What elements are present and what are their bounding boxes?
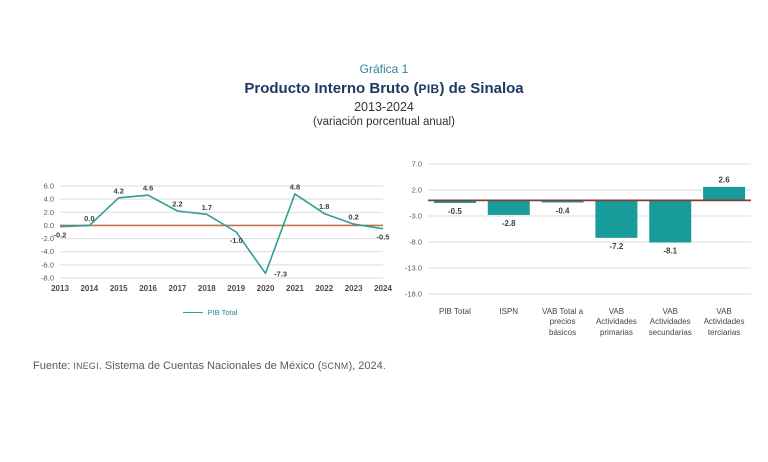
data-label: 1.8 bbox=[319, 202, 330, 212]
y-tick-label: -6.0 bbox=[41, 260, 54, 270]
y-tick-label: -3.0 bbox=[409, 211, 422, 221]
bar-data-label: -0.4 bbox=[555, 206, 570, 216]
data-label: -0.5 bbox=[376, 232, 390, 242]
y-tick-label: -13.0 bbox=[404, 263, 422, 273]
x-tick-label: 2013 bbox=[51, 284, 69, 293]
x-tick-label: 2023 bbox=[344, 284, 363, 293]
data-label: 4.8 bbox=[289, 182, 301, 192]
line-chart-canvas bbox=[30, 178, 390, 300]
category-label: ISPN bbox=[499, 307, 519, 316]
data-label: -1.0 bbox=[229, 236, 243, 245]
bar bbox=[649, 200, 691, 242]
bar-data-label: -8.1 bbox=[663, 246, 678, 256]
y-tick-label: -4.0 bbox=[41, 247, 54, 257]
data-label: 4.6 bbox=[142, 183, 154, 193]
category-label: VAB Total a precios básicos bbox=[542, 307, 584, 337]
x-tick-label: 2020 bbox=[256, 284, 275, 293]
source-note bbox=[33, 360, 386, 372]
bar-data-label: -2.8 bbox=[501, 218, 516, 228]
x-tick-label: 2018 bbox=[197, 284, 216, 293]
bar-category-labels bbox=[428, 307, 751, 338]
category-label: VAB Actividades secundarias bbox=[648, 307, 692, 337]
subtitle: (variación porcentual anual) bbox=[313, 116, 455, 128]
x-tick-label: 2016 bbox=[139, 284, 157, 293]
title-acronym-pib: PIB bbox=[418, 82, 440, 96]
period-label: 2013-2024 bbox=[354, 100, 414, 114]
data-label: 4.2 bbox=[113, 186, 124, 196]
x-tick-label: 2021 bbox=[286, 284, 304, 293]
y-tick-label: 4.0 bbox=[43, 194, 54, 204]
title-part-1: Producto Interno Bruto ( bbox=[244, 80, 419, 97]
chart-header bbox=[0, 62, 768, 128]
category-label: PIB Total bbox=[438, 307, 471, 316]
bar-chart bbox=[398, 156, 758, 338]
data-label: -0.2 bbox=[53, 230, 67, 240]
source-acronym-scnm: SCNM bbox=[321, 361, 349, 371]
source-suffix: ), 2024. bbox=[348, 360, 386, 372]
legend-line-marker bbox=[183, 312, 203, 313]
data-label: 2.2 bbox=[172, 199, 183, 209]
x-tick-label: 2019 bbox=[227, 284, 246, 293]
y-tick-label: 2.0 bbox=[411, 185, 422, 195]
category-label: VAB Actividades terciarias bbox=[703, 307, 745, 337]
y-tick-label: -8.0 bbox=[41, 273, 54, 283]
y-tick-label: 7.0 bbox=[411, 159, 422, 169]
bar bbox=[595, 200, 637, 237]
x-tick-label: 2014 bbox=[80, 284, 99, 293]
source-acronym-inegi: INEGI bbox=[73, 361, 99, 371]
x-tick-label: 2022 bbox=[315, 284, 334, 293]
x-tick-label: 2017 bbox=[168, 284, 187, 293]
y-tick-label: -18.0 bbox=[404, 289, 422, 299]
bar-data-label: -0.5 bbox=[448, 207, 462, 216]
x-tick-label: 2024 bbox=[374, 284, 392, 293]
source-prefix: Fuente: bbox=[33, 360, 74, 372]
y-tick-label: 2.0 bbox=[43, 207, 54, 217]
legend bbox=[30, 308, 390, 317]
x-tick-label: 2015 bbox=[109, 284, 128, 293]
y-tick-label: -8.0 bbox=[409, 237, 422, 247]
category-label: VAB Actividades primarias bbox=[595, 307, 637, 337]
y-tick-label: -2.0 bbox=[41, 234, 54, 244]
figure-number: Gráfica 1 bbox=[359, 62, 409, 76]
bar bbox=[488, 200, 530, 215]
data-label: -7.3 bbox=[274, 269, 288, 279]
bar-data-label: 2.6 bbox=[718, 175, 730, 185]
line-chart bbox=[30, 178, 390, 317]
page-title bbox=[0, 80, 768, 97]
bar bbox=[703, 187, 745, 201]
y-tick-label: 0.0 bbox=[43, 220, 54, 230]
y-tick-label: 6.0 bbox=[43, 181, 54, 191]
legend-label: PIB Total bbox=[207, 308, 238, 317]
title-part-2: ) de Sinaloa bbox=[439, 80, 524, 97]
data-label: 1.7 bbox=[201, 202, 213, 212]
bar-chart-canvas bbox=[398, 156, 758, 298]
bar-data-label: -7.2 bbox=[609, 241, 624, 251]
data-label: 0.2 bbox=[348, 212, 359, 222]
pib-total-line bbox=[60, 194, 383, 274]
source-middle: . Sistema de Cuentas Nacionales de México ( bbox=[98, 360, 322, 372]
data-label: 0.0 bbox=[84, 213, 95, 223]
